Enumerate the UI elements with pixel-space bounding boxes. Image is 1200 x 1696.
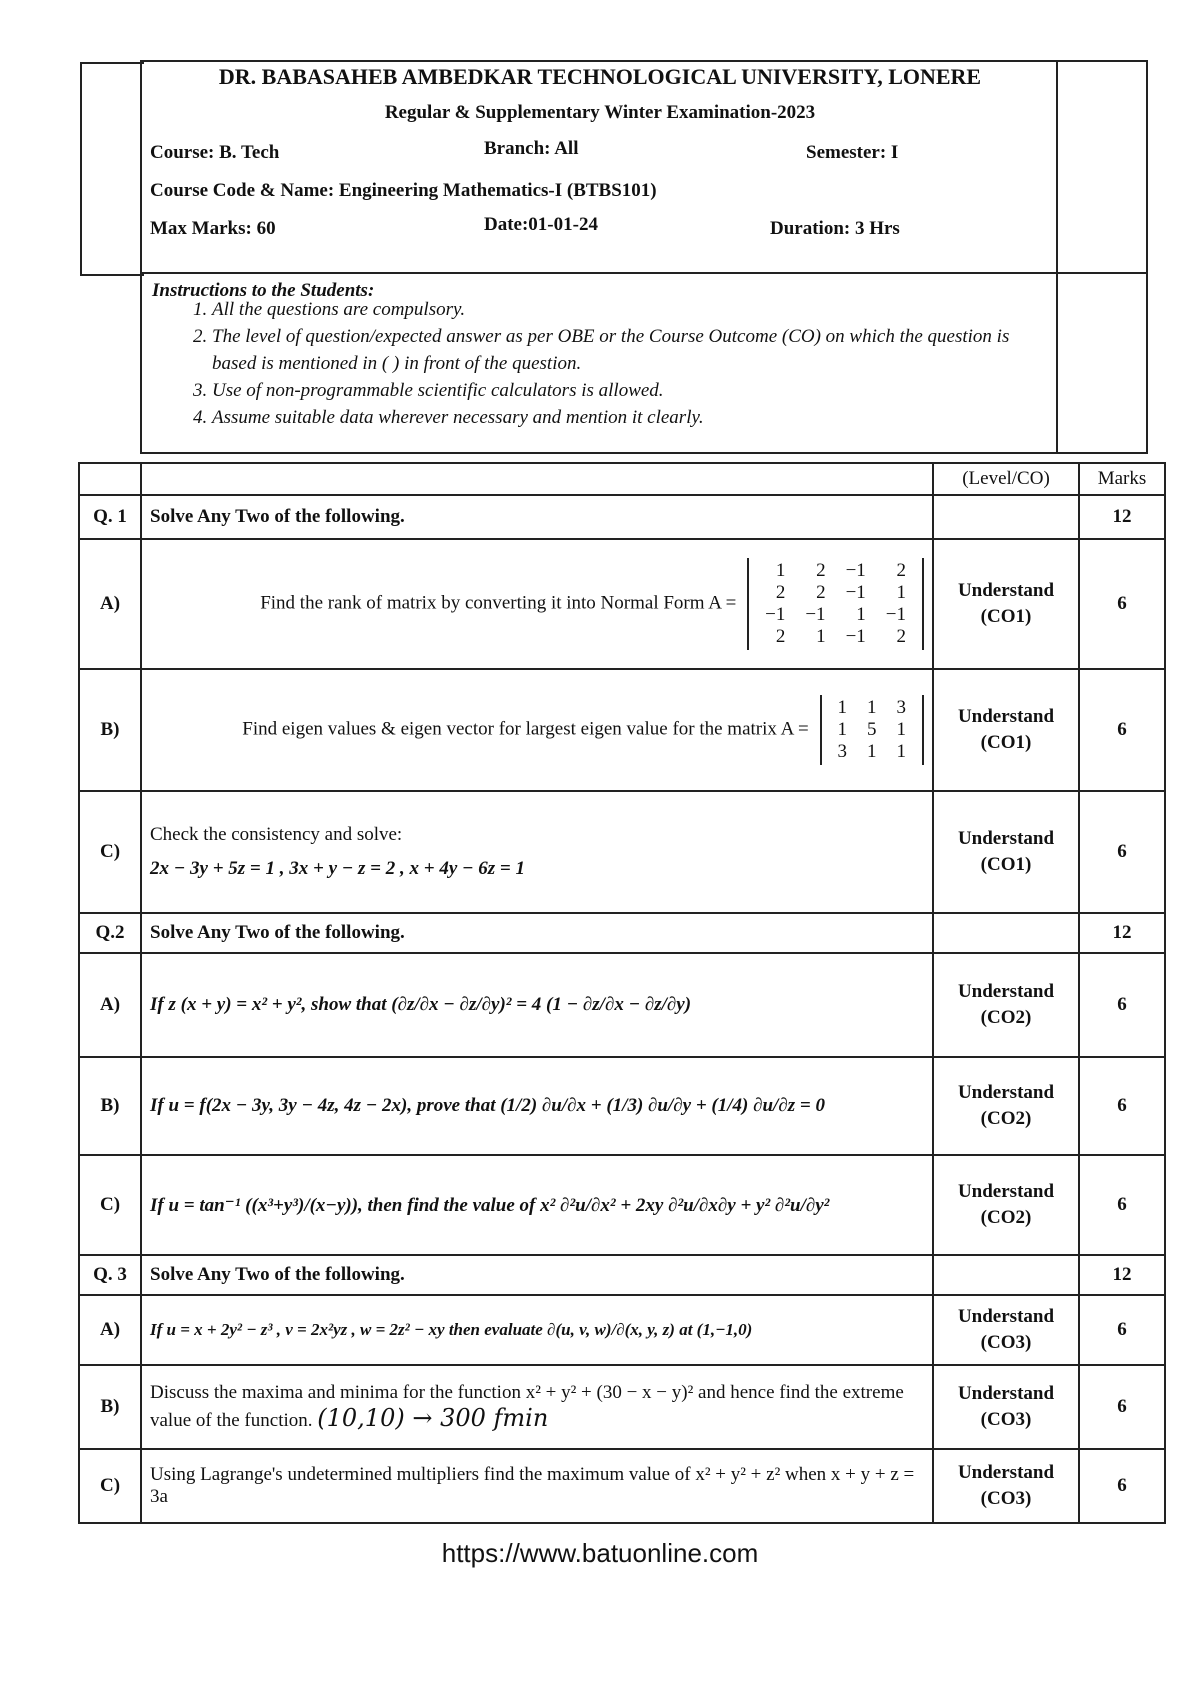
level-co-cell: Understand (CO2) bbox=[933, 953, 1079, 1057]
subquestion-number: A) bbox=[79, 953, 141, 1057]
question-prompt: Find eigen values & eigen vector for largest eigen value for the matrix A = bbox=[242, 718, 809, 740]
question-marks: 12 bbox=[1079, 1255, 1165, 1295]
subquestion-number: C) bbox=[79, 791, 141, 913]
column-header-row bbox=[79, 463, 1165, 495]
footer-url[interactable]: https://www.batuonline.com bbox=[441, 1538, 759, 1568]
branch: Branch: All bbox=[484, 138, 579, 159]
question-prompt: Find the rank of matrix by converting it into Normal Form A = bbox=[260, 592, 737, 614]
header-left-column bbox=[80, 62, 144, 276]
question-prompt: Discuss the maxima and minima for the function x² + y² + (30 − x − y)² and hence find the extreme value of the function. bbox=[150, 1382, 904, 1431]
subquestion-row bbox=[79, 669, 1165, 791]
exam-date: Date:01-01-24 bbox=[484, 214, 598, 235]
course: Course: B. Tech bbox=[150, 142, 280, 163]
question-title: Solve Any Two of the following. bbox=[141, 495, 933, 539]
marks-cell: 6 bbox=[1079, 791, 1165, 913]
equation-system: 2x − 3y + 5z = 1 , 3x + y − z = 2 , x + 4y − 6z = 1 bbox=[150, 858, 525, 879]
subquestion-text bbox=[141, 539, 933, 669]
level-co-cell: Understand (CO2) bbox=[933, 1155, 1079, 1255]
question-number: Q. 1 bbox=[79, 495, 141, 539]
question-number: Q. 3 bbox=[79, 1255, 141, 1295]
level-co-header: (Level/CO) bbox=[933, 463, 1079, 495]
exam-header bbox=[140, 60, 1148, 272]
instructions-list bbox=[188, 296, 1032, 431]
question-title: Solve Any Two of the following. bbox=[141, 913, 933, 953]
subquestion-row bbox=[79, 1295, 1165, 1365]
duration: Duration: 3 Hrs bbox=[770, 218, 900, 239]
instructions-title: Instructions to the Students: bbox=[152, 280, 375, 301]
subquestion-number: C) bbox=[79, 1155, 141, 1255]
subquestion-text: If u = f(2x − 3y, 3y − 4z, 4z − 2x), prove that (1/2) ∂u/∂x + (1/3) ∂u/∂y + (1/4) ∂u/∂z = 0 bbox=[141, 1057, 933, 1155]
subquestion-number: A) bbox=[79, 539, 141, 669]
level-co-cell: Understand (CO3) bbox=[933, 1449, 1079, 1523]
question-header-row bbox=[79, 1255, 1165, 1295]
questions-table bbox=[78, 462, 1166, 1524]
level-co-cell: Understand (CO1) bbox=[933, 669, 1079, 791]
subquestion-text: If z (x + y) = x² + y², show that (∂z/∂x − ∂z/∂y)² = 4 (1 − ∂z/∂x − ∂z/∂y) bbox=[141, 953, 933, 1057]
handwritten-note: (10,10) → 300 fmin bbox=[317, 1404, 549, 1432]
marks-cell: 6 bbox=[1079, 1365, 1165, 1449]
subquestion-number: B) bbox=[79, 669, 141, 791]
instruction-item: 1. All the questions are compulsory. bbox=[212, 296, 1032, 323]
question-header-row bbox=[79, 495, 1165, 539]
university-name: DR. BABASAHEB AMBEDKAR TECHNOLOGICAL UNIVERSITY, LONERE bbox=[218, 64, 982, 89]
subquestion-number: C) bbox=[79, 1449, 141, 1523]
level-co-cell: Understand (CO3) bbox=[933, 1295, 1079, 1365]
marks-cell: 6 bbox=[1079, 953, 1165, 1057]
question-title: Solve Any Two of the following. bbox=[141, 1255, 933, 1295]
exam-sheet bbox=[78, 60, 1166, 1509]
header-right-column bbox=[1056, 62, 1146, 272]
marks-cell: 6 bbox=[1079, 1295, 1165, 1365]
question-marks: 12 bbox=[1079, 913, 1165, 953]
subquestion-number: A) bbox=[79, 1295, 141, 1365]
marks-header: Marks bbox=[1079, 463, 1165, 495]
subquestion-row bbox=[79, 953, 1165, 1057]
marks-cell: 6 bbox=[1079, 1057, 1165, 1155]
subquestion-text bbox=[141, 669, 933, 791]
question-number: Q.2 bbox=[79, 913, 141, 953]
subquestion-row bbox=[79, 1057, 1165, 1155]
matrix-b: 1 1 3 1 5 1 3 1 1 bbox=[820, 695, 925, 765]
max-marks: Max Marks: 60 bbox=[150, 218, 276, 239]
instruction-item: 4. Assume suitable data wherever necessary and mention it clearly. bbox=[212, 404, 1032, 431]
subquestion-row bbox=[79, 1449, 1165, 1523]
subquestion-number: B) bbox=[79, 1365, 141, 1449]
exam-title: Regular & Supplementary Winter Examination-2023 bbox=[384, 102, 816, 123]
subquestion-row bbox=[79, 1155, 1165, 1255]
marks-cell: 6 bbox=[1079, 539, 1165, 669]
question-header-row bbox=[79, 913, 1165, 953]
question-marks: 12 bbox=[1079, 495, 1165, 539]
semester: Semester: I bbox=[806, 142, 899, 163]
marks-cell: 6 bbox=[1079, 1449, 1165, 1523]
marks-cell: 6 bbox=[1079, 669, 1165, 791]
subquestion-text: If u = tan⁻¹ ((x³+y³)/(x−y)), then find the value of x² ∂²u/∂x² + 2xy ∂²u/∂x∂y + y² ∂²u/∂y² bbox=[141, 1155, 933, 1255]
marks-cell: 6 bbox=[1079, 1155, 1165, 1255]
subquestion-row bbox=[79, 539, 1165, 669]
course-code: Course Code & Name: Engineering Mathematics-I (BTBS101) bbox=[150, 180, 657, 201]
subquestion-text: If u = x + 2y² − z³ , v = 2x²yz , w = 2z² − xy then evaluate ∂(u, v, w)/∂(x, y, z) at (1,−1,0) bbox=[141, 1295, 933, 1365]
level-co-cell: Understand (CO3) bbox=[933, 1365, 1079, 1449]
subquestion-text: Using Lagrange's undetermined multipliers find the maximum value of x² + y² + z² when x + y + z = 3a bbox=[141, 1449, 933, 1523]
subquestion-text bbox=[141, 1365, 933, 1449]
instruction-item: 2. The level of question/expected answer as per OBE or the Course Outcome (CO) on which the question is based is mentioned in ( ) in front of the question. bbox=[212, 323, 1032, 377]
instruction-item: 3. Use of non-programmable scientific calculators is allowed. bbox=[212, 377, 1032, 404]
matrix-a: 1 2 −1 2 2 2 −1 1 −1 −1 1 −1 2 1 −1 2 bbox=[747, 558, 924, 650]
instructions-block bbox=[140, 272, 1148, 454]
subquestion-row bbox=[79, 1365, 1165, 1449]
question-prompt: Check the consistency and solve: bbox=[150, 824, 403, 845]
level-co-cell: Understand (CO1) bbox=[933, 791, 1079, 913]
level-co-cell: Understand (CO1) bbox=[933, 539, 1079, 669]
level-co-cell: Understand (CO2) bbox=[933, 1057, 1079, 1155]
instructions-right-column bbox=[1056, 274, 1146, 452]
subquestion-row bbox=[79, 791, 1165, 913]
subquestion-number: B) bbox=[79, 1057, 141, 1155]
subquestion-text bbox=[141, 791, 933, 913]
